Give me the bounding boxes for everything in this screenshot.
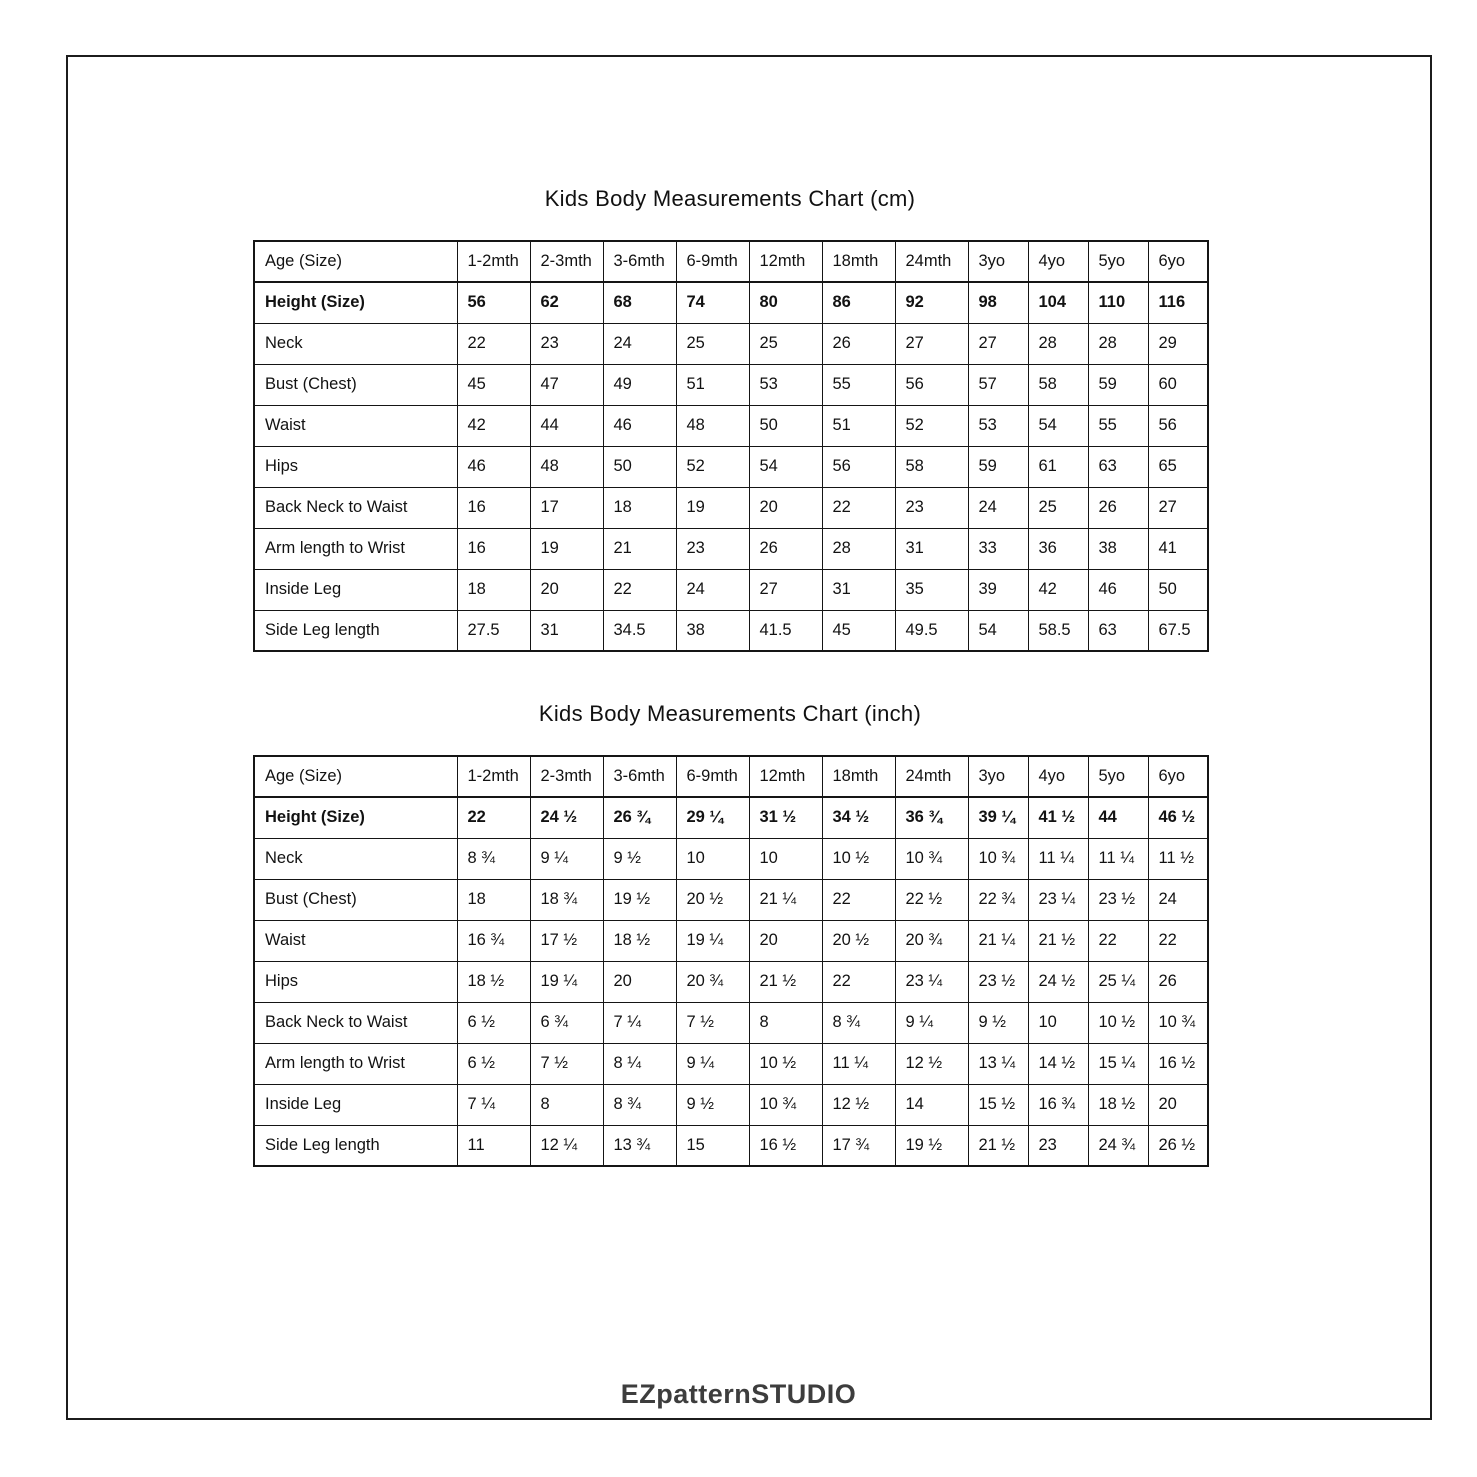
value-cell: 35: [895, 569, 968, 610]
value-cell: 16: [457, 487, 530, 528]
value-cell: 27: [749, 569, 822, 610]
value-cell: 9 ½: [676, 1084, 749, 1125]
value-cell: 23 ½: [1088, 879, 1148, 920]
value-cell: 22: [603, 569, 676, 610]
measurements-table-inch: [253, 755, 1209, 1167]
value-cell: 28: [822, 528, 895, 569]
column-header: 6yo: [1148, 756, 1208, 797]
column-header: 3yo: [968, 756, 1028, 797]
value-cell: 25 ¼: [1088, 961, 1148, 1002]
value-cell: 59: [1088, 364, 1148, 405]
value-cell: 25: [749, 323, 822, 364]
row-label: Height (Size): [254, 282, 457, 323]
value-cell: 34 ½: [822, 797, 895, 838]
value-cell: 116: [1148, 282, 1208, 323]
value-cell: 9 ¼: [895, 1002, 968, 1043]
table-row: [254, 1002, 1208, 1043]
column-header: 6yo: [1148, 241, 1208, 282]
value-cell: 33: [968, 528, 1028, 569]
value-cell: 16 ¾: [457, 920, 530, 961]
value-cell: 41 ½: [1028, 797, 1088, 838]
row-label: Hips: [254, 961, 457, 1002]
value-cell: 10 ¾: [749, 1084, 822, 1125]
value-cell: 20: [749, 920, 822, 961]
table-row: [254, 1043, 1208, 1084]
table-row: [254, 528, 1208, 569]
row-label: Inside Leg: [254, 569, 457, 610]
value-cell: 16 ¾: [1028, 1084, 1088, 1125]
value-cell: 31: [895, 528, 968, 569]
value-cell: 19 ¼: [530, 961, 603, 1002]
value-cell: 13 ¼: [968, 1043, 1028, 1084]
table-row: [254, 487, 1208, 528]
value-cell: 6 ¾: [530, 1002, 603, 1043]
value-cell: 56: [822, 446, 895, 487]
value-cell: 26: [822, 323, 895, 364]
value-cell: 18: [603, 487, 676, 528]
table-row: [254, 920, 1208, 961]
value-cell: 52: [895, 405, 968, 446]
value-cell: 23 ¼: [1028, 879, 1088, 920]
column-header: 5yo: [1088, 756, 1148, 797]
value-cell: 7 ½: [530, 1043, 603, 1084]
value-cell: 60: [1148, 364, 1208, 405]
value-cell: 21 ¼: [968, 920, 1028, 961]
column-header: 18mth: [822, 241, 895, 282]
value-cell: 10 ½: [1088, 1002, 1148, 1043]
table-row: [254, 446, 1208, 487]
column-header: 1-2mth: [457, 756, 530, 797]
value-cell: 25: [676, 323, 749, 364]
value-cell: 51: [676, 364, 749, 405]
value-cell: 56: [895, 364, 968, 405]
value-cell: 23: [530, 323, 603, 364]
value-cell: 20 ½: [676, 879, 749, 920]
table-row: [254, 323, 1208, 364]
value-cell: 23 ½: [968, 961, 1028, 1002]
value-cell: 31: [822, 569, 895, 610]
table-header-row: [254, 241, 1208, 282]
value-cell: 53: [749, 364, 822, 405]
value-cell: 22 ¾: [968, 879, 1028, 920]
value-cell: 67.5: [1148, 610, 1208, 651]
value-cell: 20: [603, 961, 676, 1002]
value-cell: 46 ½: [1148, 797, 1208, 838]
value-cell: 19 ½: [603, 879, 676, 920]
value-cell: 29 ¼: [676, 797, 749, 838]
table-row: [254, 797, 1208, 838]
row-label: Side Leg length: [254, 610, 457, 651]
value-cell: 36 ¾: [895, 797, 968, 838]
row-label: Waist: [254, 405, 457, 446]
value-cell: 110: [1088, 282, 1148, 323]
value-cell: 10: [749, 838, 822, 879]
value-cell: 11 ½: [1148, 838, 1208, 879]
value-cell: 13 ¾: [603, 1125, 676, 1166]
value-cell: 42: [457, 405, 530, 446]
value-cell: 10 ½: [749, 1043, 822, 1084]
table-title-inch: Kids Body Measurements Chart (inch): [538, 701, 922, 726]
value-cell: 16 ½: [1148, 1043, 1208, 1084]
column-header: 2-3mth: [530, 241, 603, 282]
value-cell: 59: [968, 446, 1028, 487]
value-cell: 31 ½: [749, 797, 822, 838]
value-cell: 44: [1088, 797, 1148, 838]
value-cell: 8 ¼: [603, 1043, 676, 1084]
column-header: 3-6mth: [603, 241, 676, 282]
value-cell: 10 ¾: [895, 838, 968, 879]
column-header: 12mth: [749, 756, 822, 797]
table-row: [254, 405, 1208, 446]
value-cell: 11 ¼: [1088, 838, 1148, 879]
value-cell: 27: [968, 323, 1028, 364]
value-cell: 28: [1028, 323, 1088, 364]
value-cell: 31: [530, 610, 603, 651]
value-cell: 6 ½: [457, 1043, 530, 1084]
value-cell: 20: [749, 487, 822, 528]
value-cell: 86: [822, 282, 895, 323]
value-cell: 11 ¼: [822, 1043, 895, 1084]
table-row: [254, 1084, 1208, 1125]
value-cell: 58.5: [1028, 610, 1088, 651]
value-cell: 14: [895, 1084, 968, 1125]
value-cell: 19 ¼: [676, 920, 749, 961]
value-cell: 22: [1088, 920, 1148, 961]
value-cell: 54: [749, 446, 822, 487]
value-cell: 48: [530, 446, 603, 487]
value-cell: 36: [1028, 528, 1088, 569]
table-row: [254, 282, 1208, 323]
table-row: [254, 1125, 1208, 1166]
value-cell: 24 ½: [530, 797, 603, 838]
value-cell: 20: [530, 569, 603, 610]
value-cell: 58: [1028, 364, 1088, 405]
value-cell: 20 ¾: [895, 920, 968, 961]
value-cell: 26: [1148, 961, 1208, 1002]
value-cell: 41.5: [749, 610, 822, 651]
value-cell: 74: [676, 282, 749, 323]
measurements-table-cm: [253, 240, 1209, 652]
table-row: [254, 879, 1208, 920]
value-cell: 46: [603, 405, 676, 446]
column-header: 2-3mth: [530, 756, 603, 797]
row-label: Bust (Chest): [254, 364, 457, 405]
value-cell: 15: [676, 1125, 749, 1166]
value-cell: 19: [530, 528, 603, 569]
column-header: 4yo: [1028, 756, 1088, 797]
column-header-label: Age (Size): [254, 756, 457, 797]
value-cell: 49: [603, 364, 676, 405]
value-cell: 20: [1148, 1084, 1208, 1125]
column-header: 4yo: [1028, 241, 1088, 282]
value-cell: 54: [968, 610, 1028, 651]
value-cell: 24: [968, 487, 1028, 528]
value-cell: 7 ¼: [603, 1002, 676, 1043]
value-cell: 22: [822, 879, 895, 920]
value-cell: 20 ½: [822, 920, 895, 961]
value-cell: 46: [457, 446, 530, 487]
column-header: 5yo: [1088, 241, 1148, 282]
value-cell: 57: [968, 364, 1028, 405]
value-cell: 16: [457, 528, 530, 569]
value-cell: 10 ¾: [968, 838, 1028, 879]
row-label: Back Neck to Waist: [254, 487, 457, 528]
value-cell: 45: [822, 610, 895, 651]
table-title-cm: Kids Body Measurements Chart (cm): [544, 186, 916, 211]
table-row: [254, 838, 1208, 879]
value-cell: 56: [1148, 405, 1208, 446]
row-label: Back Neck to Waist: [254, 1002, 457, 1043]
row-label: Bust (Chest): [254, 879, 457, 920]
value-cell: 18 ¾: [530, 879, 603, 920]
value-cell: 26: [749, 528, 822, 569]
value-cell: 19 ½: [895, 1125, 968, 1166]
value-cell: 68: [603, 282, 676, 323]
value-cell: 26 ¾: [603, 797, 676, 838]
value-cell: 21 ½: [968, 1125, 1028, 1166]
value-cell: 10 ½: [822, 838, 895, 879]
value-cell: 10: [1028, 1002, 1088, 1043]
value-cell: 23: [895, 487, 968, 528]
row-label: Neck: [254, 838, 457, 879]
value-cell: 12 ½: [822, 1084, 895, 1125]
value-cell: 14 ½: [1028, 1043, 1088, 1084]
value-cell: 25: [1028, 487, 1088, 528]
value-cell: 18 ½: [603, 920, 676, 961]
table-row: [254, 569, 1208, 610]
value-cell: 42: [1028, 569, 1088, 610]
value-cell: 61: [1028, 446, 1088, 487]
value-cell: 24: [676, 569, 749, 610]
value-cell: 54: [1028, 405, 1088, 446]
value-cell: 8 ¾: [603, 1084, 676, 1125]
value-cell: 10 ¾: [1148, 1002, 1208, 1043]
value-cell: 52: [676, 446, 749, 487]
value-cell: 39 ¼: [968, 797, 1028, 838]
column-header: 24mth: [895, 241, 968, 282]
value-cell: 46: [1088, 569, 1148, 610]
value-cell: 18: [457, 879, 530, 920]
value-cell: 23: [676, 528, 749, 569]
value-cell: 21 ½: [749, 961, 822, 1002]
value-cell: 28: [1088, 323, 1148, 364]
table-header-row: [254, 756, 1208, 797]
value-cell: 50: [749, 405, 822, 446]
value-cell: 55: [1088, 405, 1148, 446]
row-label: Inside Leg: [254, 1084, 457, 1125]
row-label: Arm length to Wrist: [254, 528, 457, 569]
value-cell: 58: [895, 446, 968, 487]
value-cell: 55: [822, 364, 895, 405]
value-cell: 24: [603, 323, 676, 364]
value-cell: 104: [1028, 282, 1088, 323]
value-cell: 44: [530, 405, 603, 446]
value-cell: 22: [822, 961, 895, 1002]
value-cell: 18 ½: [457, 961, 530, 1002]
row-label: Height (Size): [254, 797, 457, 838]
value-cell: 22: [1148, 920, 1208, 961]
value-cell: 21 ¼: [749, 879, 822, 920]
value-cell: 22: [457, 323, 530, 364]
value-cell: 41: [1148, 528, 1208, 569]
value-cell: 63: [1088, 610, 1148, 651]
value-cell: 38: [1088, 528, 1148, 569]
value-cell: 22: [457, 797, 530, 838]
value-cell: 92: [895, 282, 968, 323]
value-cell: 53: [968, 405, 1028, 446]
value-cell: 9 ¼: [676, 1043, 749, 1084]
value-cell: 24 ¾: [1088, 1125, 1148, 1166]
column-header: 1-2mth: [457, 241, 530, 282]
column-header: 18mth: [822, 756, 895, 797]
value-cell: 17 ½: [530, 920, 603, 961]
value-cell: 8: [749, 1002, 822, 1043]
value-cell: 18 ½: [1088, 1084, 1148, 1125]
value-cell: 23 ¼: [895, 961, 968, 1002]
column-header: 24mth: [895, 756, 968, 797]
value-cell: 48: [676, 405, 749, 446]
value-cell: 8 ¾: [822, 1002, 895, 1043]
value-cell: 26: [1088, 487, 1148, 528]
brand-logo-text: EZpatternSTUDIO: [620, 1379, 857, 1409]
value-cell: 22: [822, 487, 895, 528]
row-label: Arm length to Wrist: [254, 1043, 457, 1084]
value-cell: 56: [457, 282, 530, 323]
value-cell: 27: [895, 323, 968, 364]
value-cell: 12 ½: [895, 1043, 968, 1084]
value-cell: 27.5: [457, 610, 530, 651]
value-cell: 19: [676, 487, 749, 528]
column-header: 6-9mth: [676, 241, 749, 282]
value-cell: 50: [1148, 569, 1208, 610]
value-cell: 50: [603, 446, 676, 487]
column-header: 3yo: [968, 241, 1028, 282]
value-cell: 8 ¾: [457, 838, 530, 879]
value-cell: 21: [603, 528, 676, 569]
value-cell: 65: [1148, 446, 1208, 487]
table-row: [254, 961, 1208, 1002]
value-cell: 21 ½: [1028, 920, 1088, 961]
row-label: Hips: [254, 446, 457, 487]
value-cell: 51: [822, 405, 895, 446]
value-cell: 29: [1148, 323, 1208, 364]
value-cell: 63: [1088, 446, 1148, 487]
value-cell: 7 ¼: [457, 1084, 530, 1125]
value-cell: 16 ½: [749, 1125, 822, 1166]
value-cell: 8: [530, 1084, 603, 1125]
value-cell: 12 ¼: [530, 1125, 603, 1166]
value-cell: 34.5: [603, 610, 676, 651]
value-cell: 23: [1028, 1125, 1088, 1166]
value-cell: 80: [749, 282, 822, 323]
column-header: 12mth: [749, 241, 822, 282]
column-header-label: Age (Size): [254, 241, 457, 282]
value-cell: 9 ½: [603, 838, 676, 879]
value-cell: 17 ¾: [822, 1125, 895, 1166]
value-cell: 18: [457, 569, 530, 610]
value-cell: 22 ½: [895, 879, 968, 920]
value-cell: 49.5: [895, 610, 968, 651]
value-cell: 98: [968, 282, 1028, 323]
value-cell: 62: [530, 282, 603, 323]
value-cell: 24: [1148, 879, 1208, 920]
value-cell: 6 ½: [457, 1002, 530, 1043]
row-label: Neck: [254, 323, 457, 364]
column-header: 3-6mth: [603, 756, 676, 797]
value-cell: 26 ½: [1148, 1125, 1208, 1166]
column-header: 6-9mth: [676, 756, 749, 797]
value-cell: 7 ½: [676, 1002, 749, 1043]
value-cell: 10: [676, 838, 749, 879]
row-label: Side Leg length: [254, 1125, 457, 1166]
value-cell: 24 ½: [1028, 961, 1088, 1002]
value-cell: 47: [530, 364, 603, 405]
row-label: Waist: [254, 920, 457, 961]
table-row: [254, 610, 1208, 651]
value-cell: 38: [676, 610, 749, 651]
value-cell: 15 ½: [968, 1084, 1028, 1125]
value-cell: 11 ¼: [1028, 838, 1088, 879]
page-footer: [0, 1379, 1477, 1410]
value-cell: 15 ¼: [1088, 1043, 1148, 1084]
value-cell: 27: [1148, 487, 1208, 528]
value-cell: 11: [457, 1125, 530, 1166]
value-cell: 39: [968, 569, 1028, 610]
value-cell: 9 ¼: [530, 838, 603, 879]
value-cell: 20 ¾: [676, 961, 749, 1002]
value-cell: 9 ½: [968, 1002, 1028, 1043]
value-cell: 17: [530, 487, 603, 528]
value-cell: 45: [457, 364, 530, 405]
table-row: [254, 364, 1208, 405]
